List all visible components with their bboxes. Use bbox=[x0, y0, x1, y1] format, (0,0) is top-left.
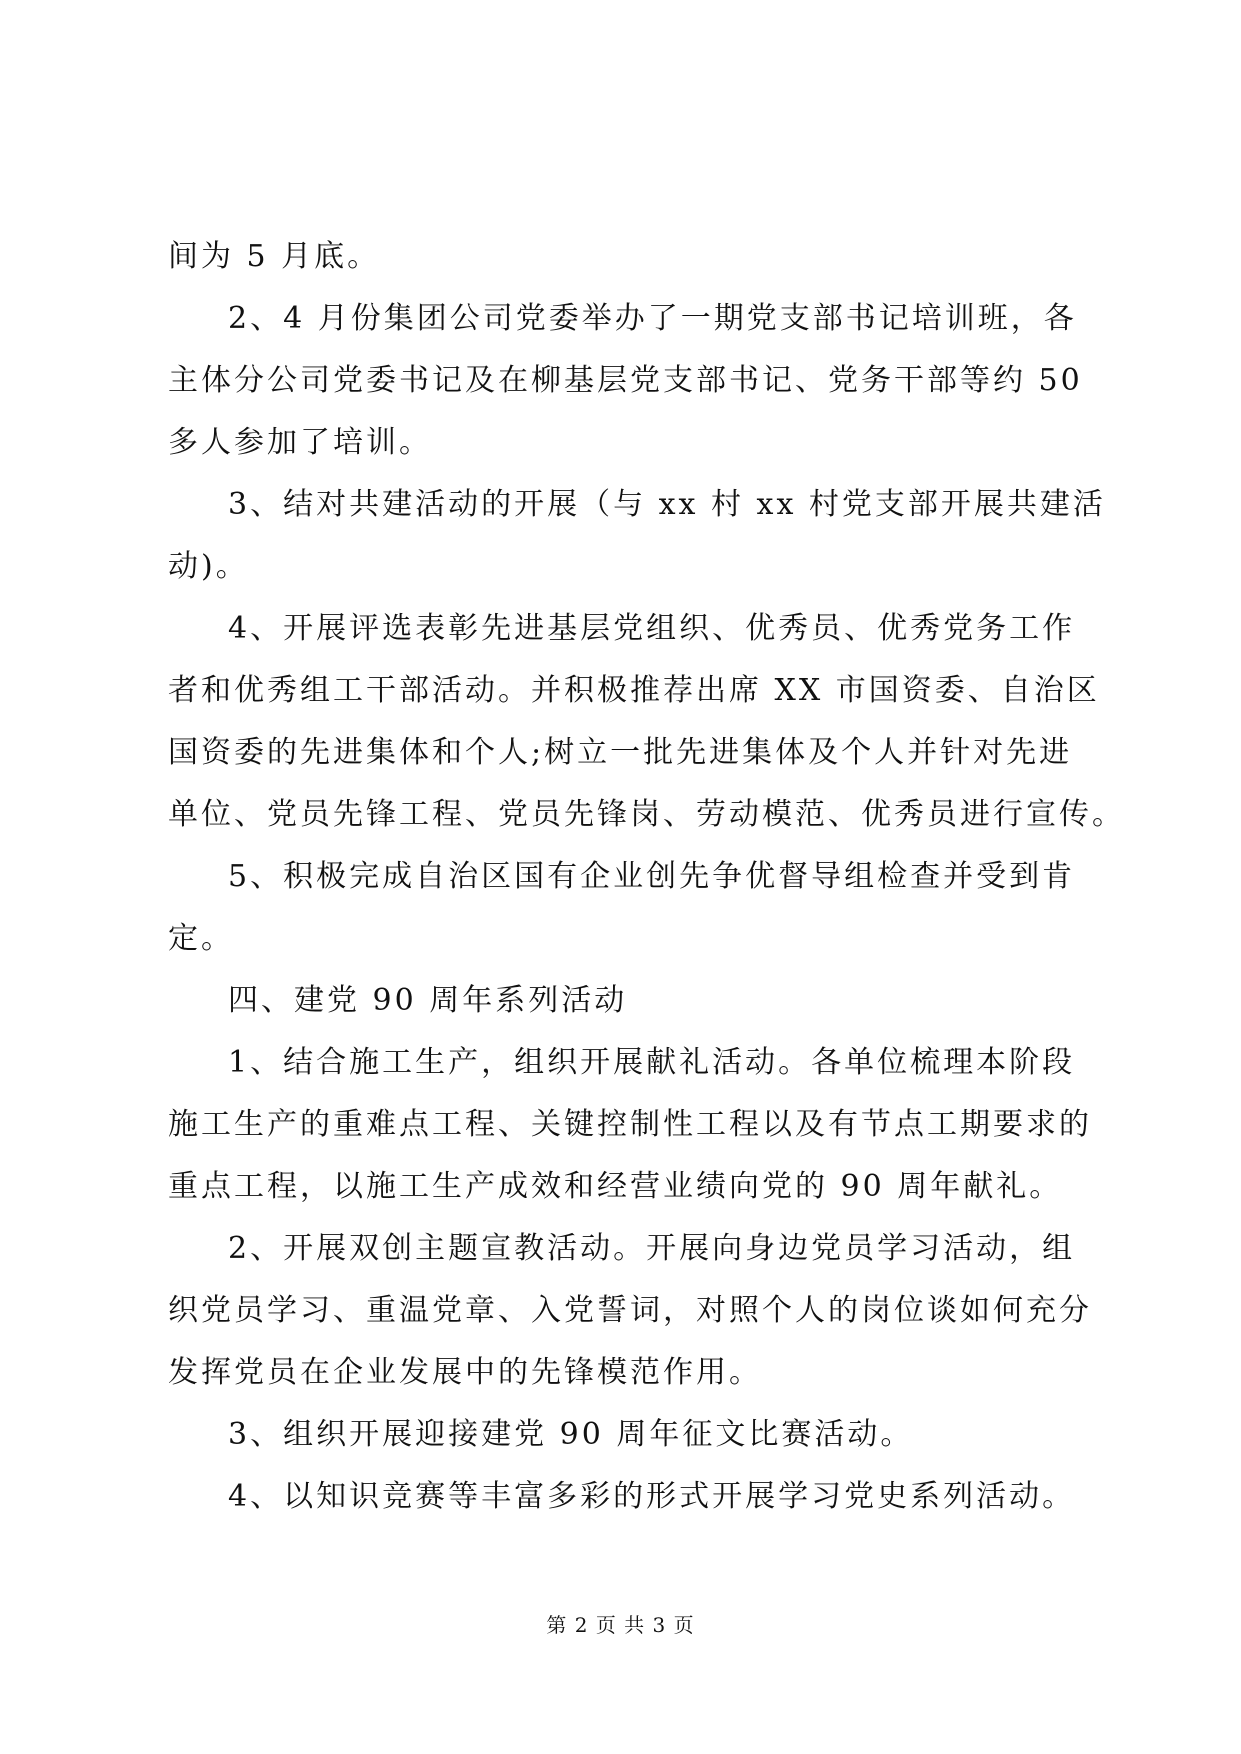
text-line: 多人参加了培训。 bbox=[168, 425, 432, 460]
text-line: 3、组织开展迎接建党 90 周年征文比赛活动。 bbox=[228, 1417, 914, 1452]
text-line: 国资委的先进集体和个人;树立一批先进集体及个人并针对先进 bbox=[168, 735, 1073, 770]
text-line: 织党员学习、重温党章、入党誓词，对照个人的岗位谈如何充分 bbox=[168, 1293, 1092, 1328]
text-line: 发挥党员在企业发展中的先锋模范作用。 bbox=[168, 1355, 762, 1390]
page-number-footer: 第 2 页 共 3 页 bbox=[546, 1613, 695, 1637]
text-line: 4、开展评选表彰先进基层党组织、优秀员、优秀党务工作 bbox=[228, 611, 1076, 646]
text-line: 4、以知识竞赛等丰富多彩的形式开展学习党史系列活动。 bbox=[228, 1479, 1076, 1514]
text-line: 施工生产的重难点工程、关键控制性工程以及有节点工期要求的 bbox=[168, 1107, 1092, 1142]
text-line: 2、开展双创主题宣教活动。开展向身边党员学习活动，组 bbox=[228, 1231, 1076, 1266]
text-line: 2、4 月份集团公司党委举办了一期党支部书记培训班，各 bbox=[228, 301, 1077, 336]
text-line: 3、结对共建活动的开展（与 xx 村 xx 村党支部开展共建活 bbox=[228, 487, 1106, 522]
document-body bbox=[168, 226, 1125, 1528]
text-line: 1、结合施工生产，组织开展献礼活动。各单位梳理本阶段 bbox=[228, 1045, 1076, 1080]
text-line: 定。 bbox=[168, 921, 234, 956]
text-line: 动)。 bbox=[168, 549, 249, 584]
text-line: 间为 5 月底。 bbox=[168, 239, 381, 274]
section-heading: 四、建党 90 周年系列活动 bbox=[228, 983, 628, 1018]
text-line: 主体分公司党委书记及在柳基层党支部书记、党务干部等约 50 bbox=[168, 363, 1083, 398]
text-line: 单位、党员先锋工程、党员先锋岗、劳动模范、优秀员进行宣传。 bbox=[168, 797, 1125, 832]
text-line: 5、积极完成自治区国有企业创先争优督导组检查并受到肯 bbox=[228, 859, 1076, 894]
text-line: 者和优秀组工干部活动。并积极推荐出席 XX 市国资委、自治区 bbox=[168, 673, 1100, 708]
text-line: 重点工程，以施工生产成效和经营业绩向党的 90 周年献礼。 bbox=[168, 1169, 1063, 1204]
